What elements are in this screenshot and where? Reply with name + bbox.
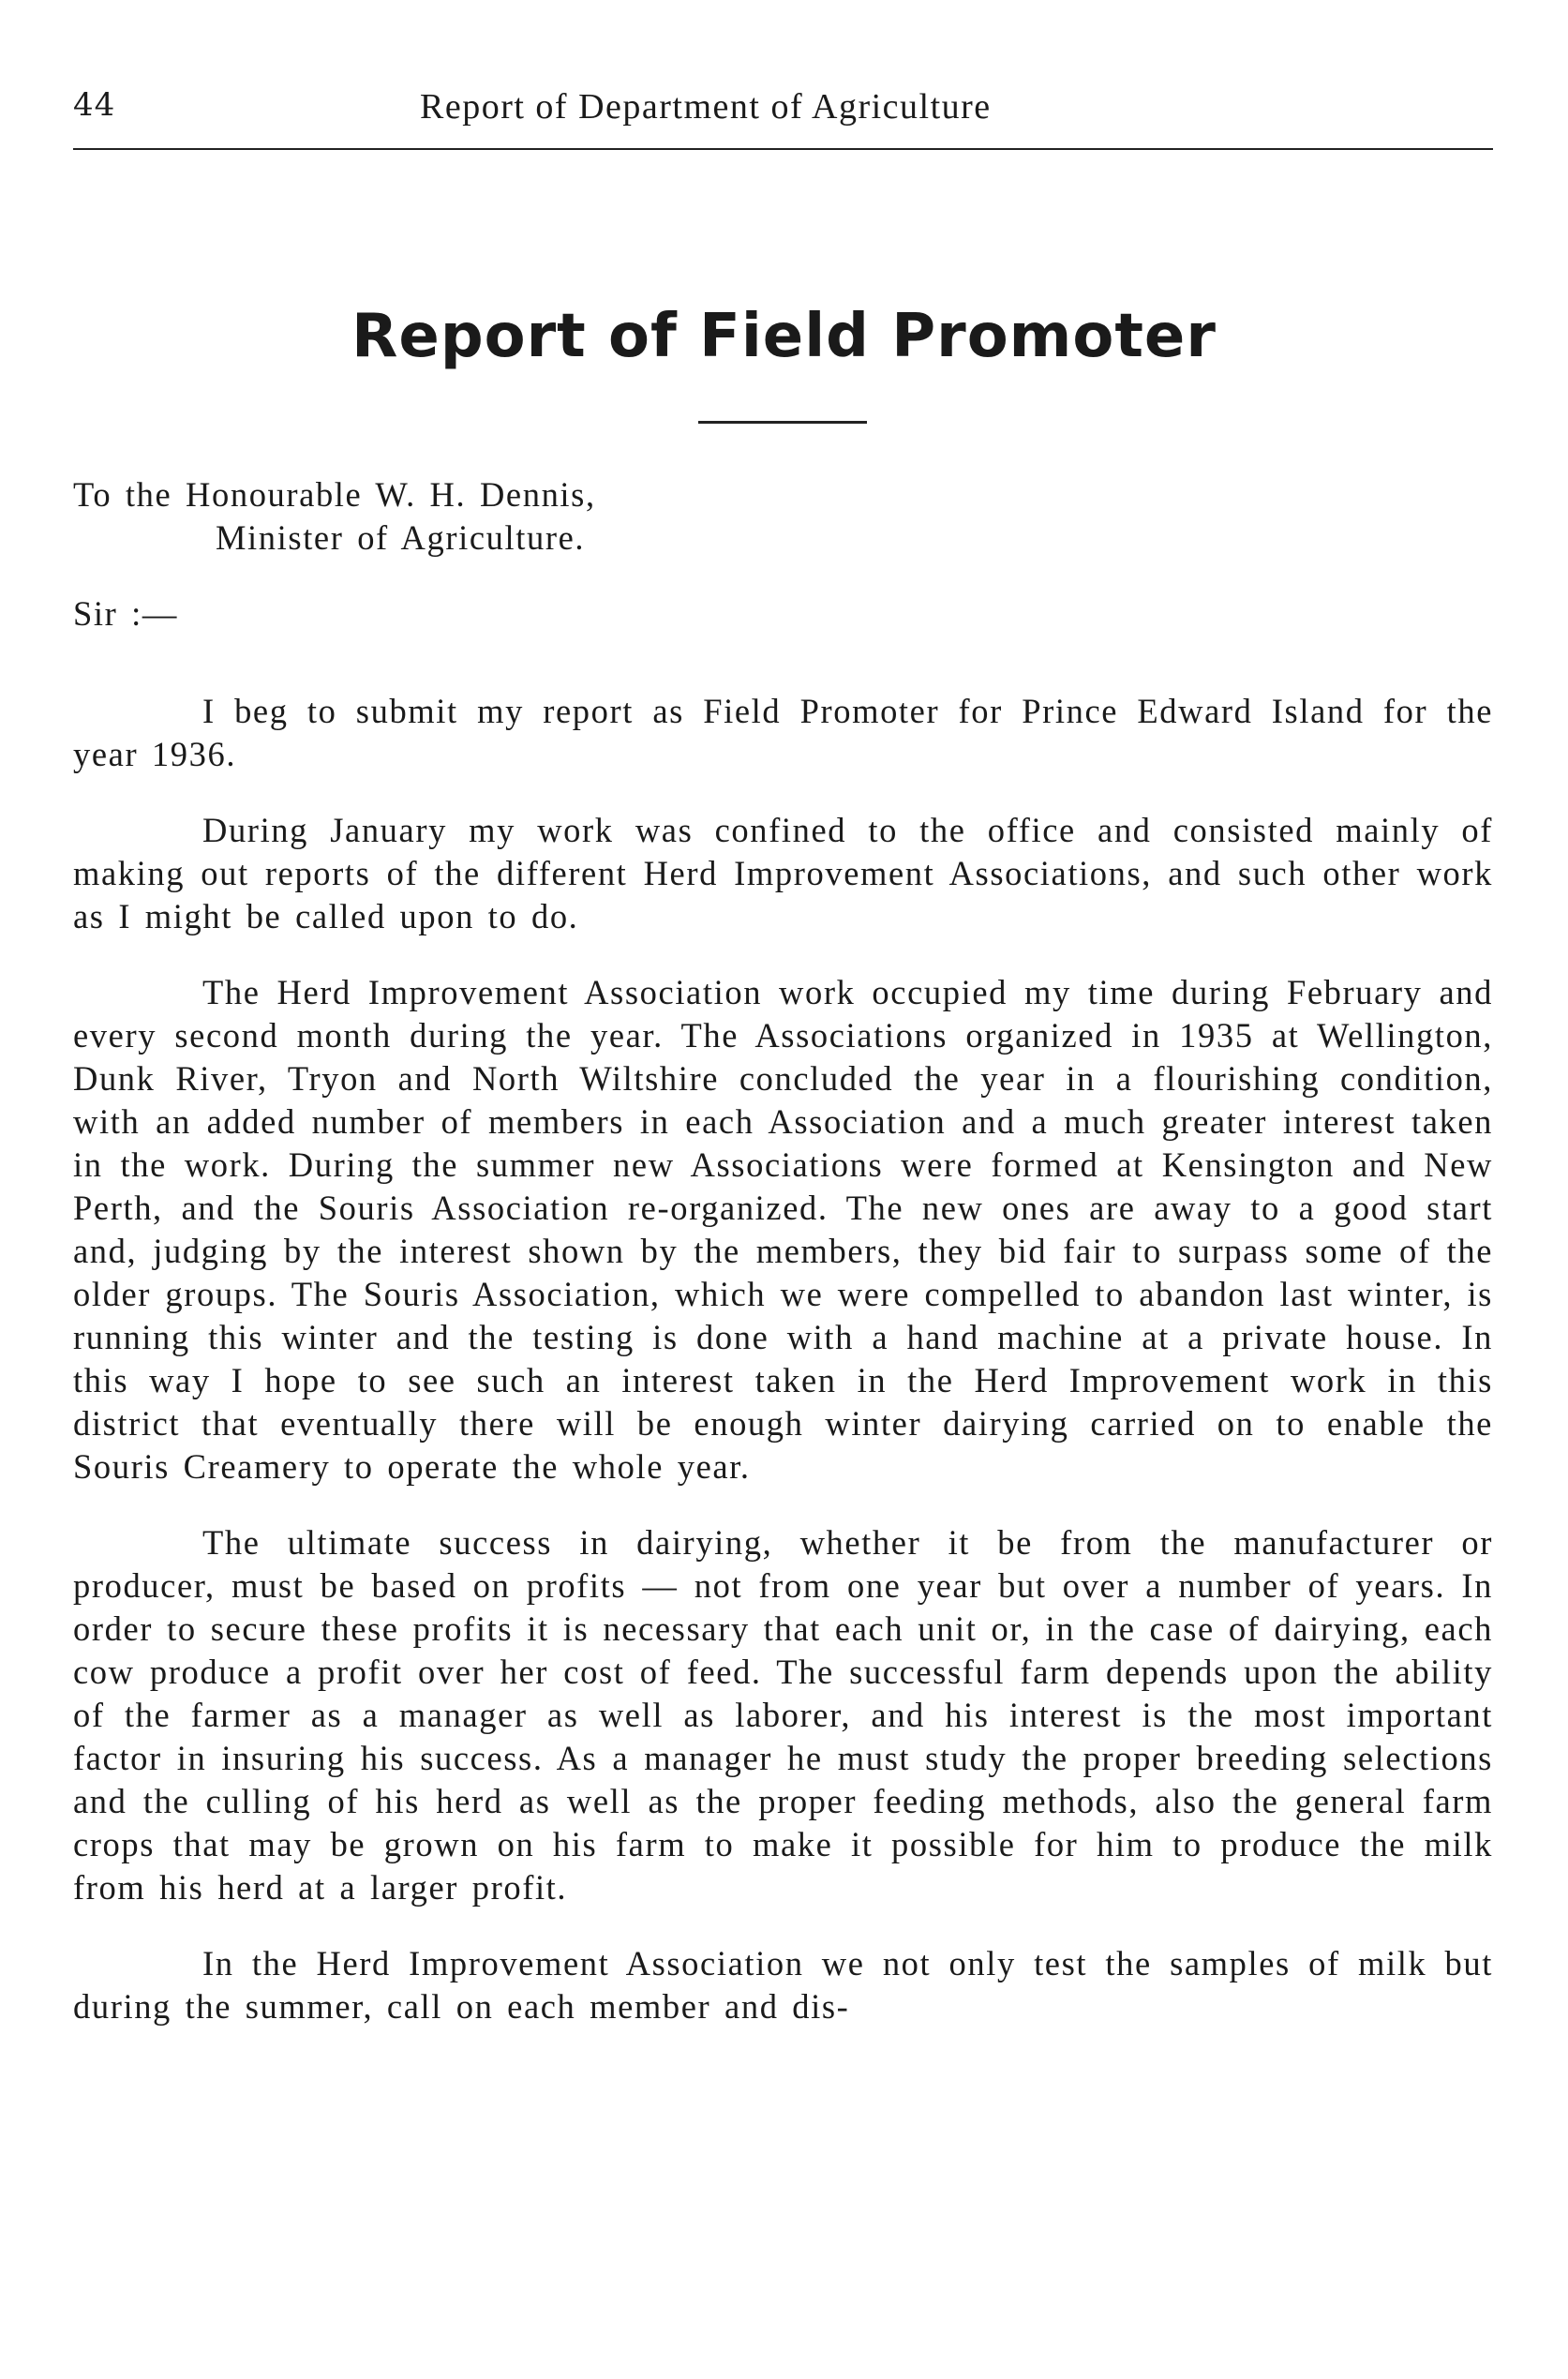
address-line-1: To the Honourable W. H. Dennis, <box>73 475 596 514</box>
paragraph: The Herd Improvement Association work occupied my time during February and every second month during the year. The Associations organized in 1935 at Wellington, Dunk River, Tryon and North Wiltshire concluded the year in a flourishing condition, with an added number of members in each Association and a much greater interest taken in the work. During the summer new Associations were formed at Kensington and New Perth, and the Souris Association re-organized. The new ones are away to a good start and, judging by the interest shown by the members, they bid fair to surpass some of the older groups. The Souris Association, which we were compelled to abandon last winter, is running this winter and the testing is done with a hand machine at a private house. In this way I hope to see such an interest taken in the Herd Improvement work in this district that eventually there will be enough winter dairying carried on to enable the Souris Creamery to operate the whole year. <box>73 973 1493 1486</box>
running-header <box>73 86 1493 142</box>
body-text <box>73 473 1493 2028</box>
paragraph: In the Herd Improvement Association we not only test the samples of milk but during the summer, call on each member and dis- <box>73 1944 1493 2026</box>
running-title: Report of Department of Agriculture <box>420 87 992 127</box>
paragraph: The ultimate success in dairying, whether it be from the manufacturer or producer, must be based on profits — not from one year but over a number of years. In order to secure these profits it is necessary that each unit or, in the case of dairying, each cow produce a profit over her cost of feed. The successful farm depends upon the ability of the farmer as a manager as well as laborer, and his interest is the most important factor in insuring his success. As a manager he must study the proper breeding selections and the culling of his herd as well as the proper feeding methods, also the general farm crops that may be grown on his farm to make it possible for him to produce the milk from his herd at a larger profit. <box>73 1523 1493 1907</box>
salutation: Sir :— <box>73 594 178 633</box>
page-number: 44 <box>73 86 116 124</box>
address-line-2: Minister of Agriculture. <box>216 518 586 557</box>
title-rule <box>698 421 867 424</box>
paragraph: I beg to submit my report as Field Promoter for Prince Edward Island for the year 1936. <box>73 692 1493 773</box>
report-title: Report of Field Promoter <box>351 302 1217 371</box>
paragraph: During January my work was confined to the office and consisted mainly of making out reports of the different Herd Improvement Associations, and such other work as I might be called upon to do. <box>73 811 1493 935</box>
header-rule <box>73 148 1493 150</box>
